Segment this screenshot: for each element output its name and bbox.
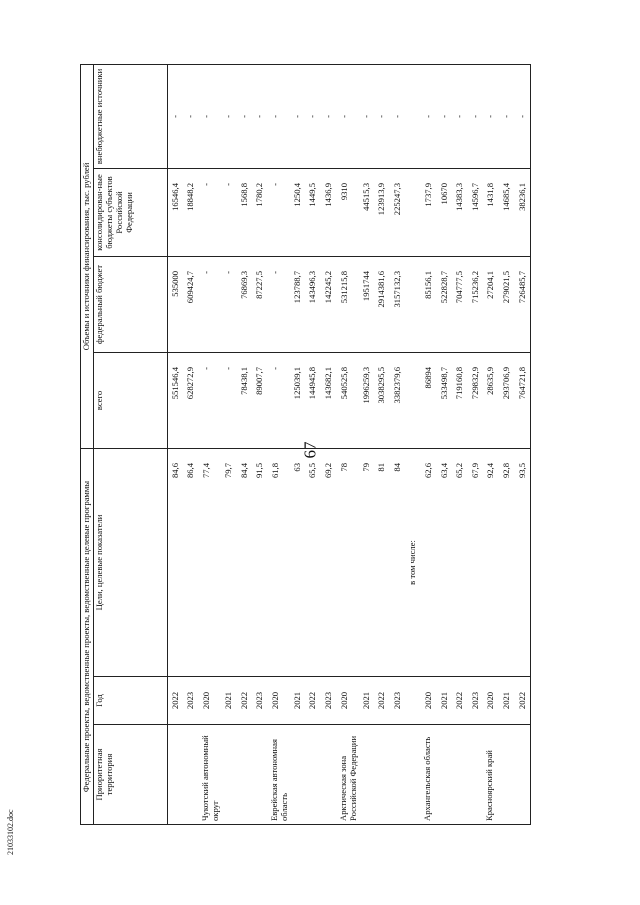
indicator-cell: 79 xyxy=(359,448,375,676)
indicator-cell: 77,4 xyxy=(199,448,221,676)
year-cell: 2021 xyxy=(221,677,237,725)
federal-cell: - xyxy=(221,256,237,352)
federal-cell: 535000 xyxy=(167,256,183,352)
header-indicators: Цели, целевые показатели xyxy=(93,448,167,676)
regional-cell: - xyxy=(221,168,237,256)
total-cell: 143682,1 xyxy=(321,352,337,448)
total-cell: - xyxy=(221,352,237,448)
federal-cell: 142245,2 xyxy=(321,256,337,352)
header-extrabudgetary: внебюджетные источники xyxy=(93,64,167,168)
total-cell: 89007,7 xyxy=(252,352,268,448)
table-row xyxy=(390,64,406,824)
indicator-cell: 78 xyxy=(337,448,359,676)
file-name: 21033102.doc xyxy=(6,809,15,855)
regional-cell: 123913,9 xyxy=(374,168,390,256)
extrabudgetary-cell: - xyxy=(252,64,268,168)
regional-cell: 14685,4 xyxy=(499,168,515,256)
territory-cell xyxy=(221,725,237,825)
territory-cell xyxy=(167,725,183,825)
regional-cell: 1436,9 xyxy=(321,168,337,256)
regional-cell: 1431,8 xyxy=(483,168,499,256)
indicator-cell: 67,9 xyxy=(468,448,484,676)
federal-cell: 2914381,6 xyxy=(374,256,390,352)
total-cell: 125039,1 xyxy=(290,352,306,448)
regional-cell: 16546,4 xyxy=(167,168,183,256)
table-body xyxy=(167,64,530,824)
page-number: 67 xyxy=(300,441,320,459)
extrabudgetary-cell: - xyxy=(468,64,484,168)
extrabudgetary-cell: - xyxy=(337,64,359,168)
total-cell: 3382379,6 xyxy=(390,352,406,448)
year-cell: 2021 xyxy=(359,677,375,725)
table-row xyxy=(374,64,390,824)
regional-cell: 18848,2 xyxy=(183,168,199,256)
territory-cell xyxy=(305,725,321,825)
subheader-label: в том числе: xyxy=(405,448,421,676)
table-row xyxy=(337,64,359,824)
extrabudgetary-cell: - xyxy=(321,64,337,168)
regional-cell: 14383,3 xyxy=(452,168,468,256)
extrabudgetary-cell: - xyxy=(390,64,406,168)
indicator-cell: 92,4 xyxy=(483,448,499,676)
federal-cell: 87227,5 xyxy=(252,256,268,352)
territory-cell xyxy=(499,725,515,825)
table-row xyxy=(468,64,484,824)
rotated-table-container xyxy=(80,65,590,825)
territory-cell: Арктическая зона Российской Федерации xyxy=(337,725,359,825)
empty-cell xyxy=(405,64,421,168)
year-cell: 2021 xyxy=(437,677,453,725)
federal-cell: 726485,7 xyxy=(515,256,531,352)
year-cell: 2021 xyxy=(290,677,306,725)
indicator-cell: 61,8 xyxy=(268,448,290,676)
regional-cell: 1780,2 xyxy=(252,168,268,256)
regional-cell: 9310 xyxy=(337,168,359,256)
year-cell: 2023 xyxy=(252,677,268,725)
empty-cell xyxy=(405,168,421,256)
indicator-cell: 84,4 xyxy=(237,448,253,676)
year-cell: 2021 xyxy=(499,677,515,725)
header-regional: консолидирован-ные бюджеты субъектов Российской Федерации xyxy=(93,168,167,256)
total-cell: 551546,4 xyxy=(167,352,183,448)
header-territory: Приоритетная территория xyxy=(93,725,167,825)
territory-cell xyxy=(321,725,337,825)
territory-cell: Еврейская автономная область xyxy=(268,725,290,825)
federal-cell: 27204,1 xyxy=(483,256,499,352)
territory-cell xyxy=(183,725,199,825)
table-row xyxy=(199,64,221,824)
federal-cell: 3157132,3 xyxy=(390,256,406,352)
federal-cell: 143496,3 xyxy=(305,256,321,352)
indicator-cell: 63,4 xyxy=(437,448,453,676)
federal-cell: - xyxy=(199,256,221,352)
table-row xyxy=(252,64,268,824)
header-funding-group: Объемы и источники финансирования, тыс. рублей xyxy=(81,64,94,448)
table-row xyxy=(421,64,437,824)
total-cell: - xyxy=(199,352,221,448)
funding-table xyxy=(80,64,531,825)
year-cell: 2020 xyxy=(421,677,437,725)
federal-cell: 531215,8 xyxy=(337,256,359,352)
extrabudgetary-cell: - xyxy=(199,64,221,168)
regional-cell: 44515,3 xyxy=(359,168,375,256)
extrabudgetary-cell: - xyxy=(268,64,290,168)
territory-cell xyxy=(390,725,406,825)
total-cell: 533498,7 xyxy=(437,352,453,448)
federal-cell: 279021,5 xyxy=(499,256,515,352)
header-year: Год xyxy=(93,677,167,725)
extrabudgetary-cell: - xyxy=(421,64,437,168)
table-row xyxy=(483,64,499,824)
table-row xyxy=(305,64,321,824)
extrabudgetary-cell: - xyxy=(499,64,515,168)
year-cell: 2023 xyxy=(321,677,337,725)
total-cell: 719160,8 xyxy=(452,352,468,448)
year-cell: 2023 xyxy=(468,677,484,725)
table-row xyxy=(321,64,337,824)
indicator-cell: 84,6 xyxy=(167,448,183,676)
year-cell: 2022 xyxy=(452,677,468,725)
table-row xyxy=(359,64,375,824)
extrabudgetary-cell: - xyxy=(483,64,499,168)
indicator-cell: 93,5 xyxy=(515,448,531,676)
year-cell: 2022 xyxy=(237,677,253,725)
federal-cell: 1951744 xyxy=(359,256,375,352)
federal-cell: 522828,7 xyxy=(437,256,453,352)
extrabudgetary-cell: - xyxy=(515,64,531,168)
regional-cell: 1737,9 xyxy=(421,168,437,256)
total-cell: 86894 xyxy=(421,352,437,448)
table-row xyxy=(167,64,183,824)
territory-cell xyxy=(290,725,306,825)
table-header xyxy=(81,64,168,824)
header-row-columns xyxy=(93,64,167,824)
total-cell: 293706,9 xyxy=(499,352,515,448)
table-row xyxy=(268,64,290,824)
federal-cell: 123788,7 xyxy=(290,256,306,352)
regional-cell: 1250,4 xyxy=(290,168,306,256)
total-cell: 540525,8 xyxy=(337,352,359,448)
territory-cell xyxy=(374,725,390,825)
federal-cell: - xyxy=(268,256,290,352)
indicator-cell: 92,8 xyxy=(499,448,515,676)
indicator-cell: 65,5 xyxy=(305,448,321,676)
extrabudgetary-cell: - xyxy=(374,64,390,168)
year-cell: 2020 xyxy=(337,677,359,725)
extrabudgetary-cell: - xyxy=(167,64,183,168)
extrabudgetary-cell: - xyxy=(359,64,375,168)
federal-cell: 704777,5 xyxy=(452,256,468,352)
table-row xyxy=(405,64,421,824)
extrabudgetary-cell: - xyxy=(290,64,306,168)
indicator-cell: 91,5 xyxy=(252,448,268,676)
regional-cell: 38236,1 xyxy=(515,168,531,256)
empty-cell xyxy=(405,725,421,825)
extrabudgetary-cell: - xyxy=(305,64,321,168)
empty-cell xyxy=(405,677,421,725)
year-cell: 2022 xyxy=(305,677,321,725)
regional-cell: 14596,7 xyxy=(468,168,484,256)
regional-cell: 225247,3 xyxy=(390,168,406,256)
territory-cell: Чукотский автономный округ xyxy=(199,725,221,825)
table-row xyxy=(183,64,199,824)
year-cell: 2022 xyxy=(167,677,183,725)
header-federal: федеральный бюджет xyxy=(93,256,167,352)
territory-cell xyxy=(252,725,268,825)
territory-cell xyxy=(515,725,531,825)
federal-cell: 76869,3 xyxy=(237,256,253,352)
regional-cell: 1568,8 xyxy=(237,168,253,256)
territory-cell: Красноярский край xyxy=(483,725,499,825)
total-cell: 764721,8 xyxy=(515,352,531,448)
total-cell: - xyxy=(268,352,290,448)
year-cell: 2022 xyxy=(374,677,390,725)
indicator-cell: 69,2 xyxy=(321,448,337,676)
empty-cell xyxy=(405,352,421,448)
indicator-cell: 62,6 xyxy=(421,448,437,676)
header-projects-group: Федеральные проекты, ведомственные проекты, ведомственные целевые программы xyxy=(81,448,94,824)
indicator-cell: 84 xyxy=(390,448,406,676)
federal-cell: 715236,2 xyxy=(468,256,484,352)
extrabudgetary-cell: - xyxy=(437,64,453,168)
extrabudgetary-cell: - xyxy=(237,64,253,168)
territory-cell: Архангельская область xyxy=(421,725,437,825)
territory-cell xyxy=(437,725,453,825)
year-cell: 2020 xyxy=(268,677,290,725)
indicator-cell: 63 xyxy=(290,448,306,676)
year-cell: 2020 xyxy=(199,677,221,725)
table-row xyxy=(437,64,453,824)
regional-cell: 10670 xyxy=(437,168,453,256)
year-cell: 2023 xyxy=(183,677,199,725)
empty-cell xyxy=(405,256,421,352)
year-cell: 2020 xyxy=(483,677,499,725)
total-cell: 628272,9 xyxy=(183,352,199,448)
regional-cell: 1449,5 xyxy=(305,168,321,256)
regional-cell: - xyxy=(268,168,290,256)
extrabudgetary-cell: - xyxy=(183,64,199,168)
extrabudgetary-cell: - xyxy=(221,64,237,168)
indicator-cell: 86,4 xyxy=(183,448,199,676)
total-cell: 28635,9 xyxy=(483,352,499,448)
territory-cell xyxy=(359,725,375,825)
territory-cell xyxy=(237,725,253,825)
table-row xyxy=(221,64,237,824)
header-row-top xyxy=(81,64,94,824)
header-total: всего xyxy=(93,352,167,448)
table-row xyxy=(499,64,515,824)
indicator-cell: 65,2 xyxy=(452,448,468,676)
table-row xyxy=(452,64,468,824)
year-cell: 2022 xyxy=(515,677,531,725)
federal-cell: 609424,7 xyxy=(183,256,199,352)
table-row xyxy=(515,64,531,824)
extrabudgetary-cell: - xyxy=(452,64,468,168)
indicator-cell: 79,7 xyxy=(221,448,237,676)
table-row xyxy=(290,64,306,824)
total-cell: 729832,9 xyxy=(468,352,484,448)
total-cell: 1996259,3 xyxy=(359,352,375,448)
table-row xyxy=(237,64,253,824)
total-cell: 3038295,5 xyxy=(374,352,390,448)
federal-cell: 85156,1 xyxy=(421,256,437,352)
territory-cell xyxy=(452,725,468,825)
year-cell: 2023 xyxy=(390,677,406,725)
total-cell: 144945,8 xyxy=(305,352,321,448)
indicator-cell: 81 xyxy=(374,448,390,676)
total-cell: 78438,1 xyxy=(237,352,253,448)
regional-cell: - xyxy=(199,168,221,256)
territory-cell xyxy=(468,725,484,825)
